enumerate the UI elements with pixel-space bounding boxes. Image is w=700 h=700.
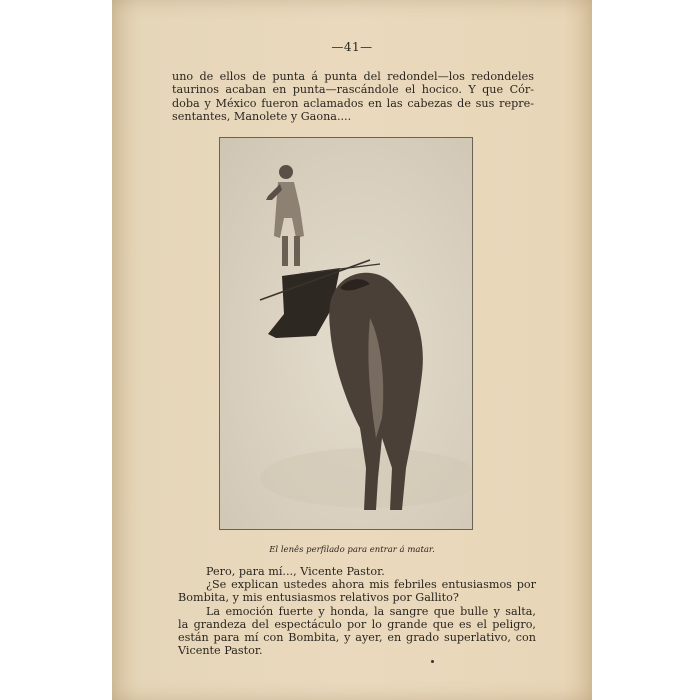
text-line: doba y México fueron aclamados en las cabezas de sus repre- — [172, 96, 534, 110]
text-line: sentantes, Manolete y Gaona.... — [172, 110, 352, 124]
text-line: La emoción fuerte y honda, la sangre que bulle y salta, — [206, 604, 536, 618]
text-line: ¿Se explican ustedes ahora mis febriles entusiasmos por — [206, 578, 536, 592]
photo-caption: El lenês perfilado para entrar á matar. — [269, 545, 435, 555]
book-page — [112, 0, 592, 700]
text-line: Bombita, y mis entusiasmos relativos por Gallito? — [178, 591, 459, 605]
bullfight-illustration — [220, 138, 472, 529]
bottom-paragraph — [178, 565, 536, 658]
bullfight-photograph — [219, 137, 473, 530]
text-line: uno de ellos de punta á punta del redondel—los redondeles — [172, 70, 534, 83]
text-line: la grandeza del espectáculo por lo grande que es el peligro, — [178, 617, 536, 631]
text-line: taurinos acaban en punta—rascándole el hocico. Y que Cór- — [172, 83, 534, 97]
text-line: Vicente Pastor. — [178, 644, 263, 658]
text-line: Pero, para mí..., Vicente Pastor. — [206, 565, 385, 578]
ink-speck — [431, 660, 434, 663]
page-number: —41— — [331, 40, 373, 54]
text-line: están para mí con Bombita, y ayer, en grado superlativo, con — [178, 631, 536, 645]
top-paragraph — [172, 70, 534, 124]
